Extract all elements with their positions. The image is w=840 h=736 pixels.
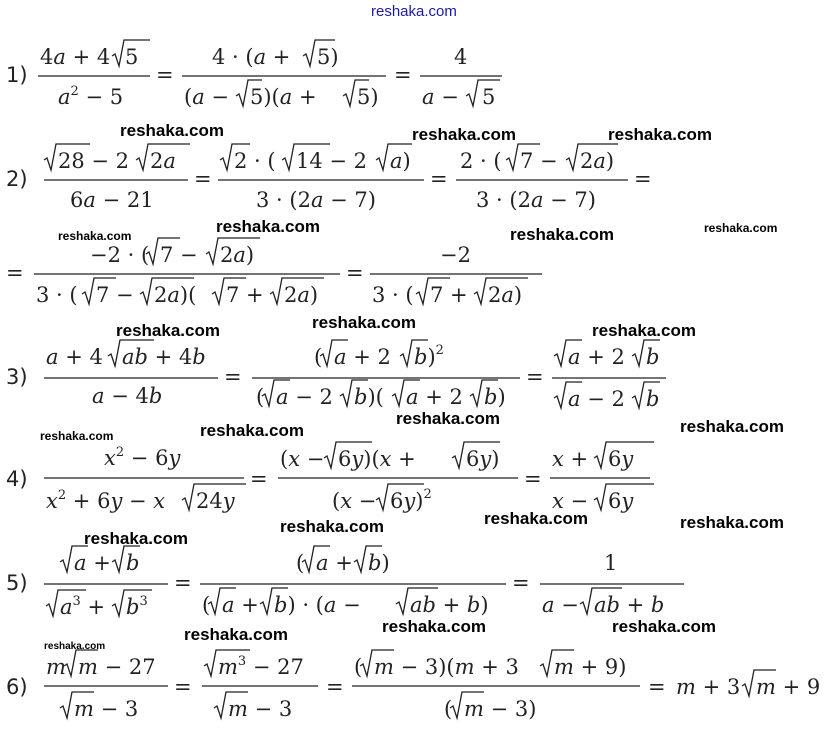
svg-text:=: = [194, 167, 212, 191]
svg-text:a + 2: a + 2 [568, 345, 625, 369]
watermark: reshaka.com [396, 409, 500, 428]
svg-text:=: = [174, 571, 192, 595]
problem-label: 4) [6, 467, 28, 491]
svg-text:2a)(: 2a)( [154, 283, 197, 307]
watermark: reshaka.com [120, 121, 224, 140]
svg-text:m + 3: m + 3 [676, 675, 741, 699]
svg-text:b)(: b)( [354, 385, 384, 409]
svg-text:=: = [346, 261, 364, 285]
svg-text:−2 · (: −2 · ( [90, 243, 150, 267]
svg-text:=: = [326, 675, 344, 699]
problem-label: 1) [6, 63, 28, 87]
svg-text:m − 3: m − 3 [74, 697, 139, 721]
svg-text:3 · (2a − 7): 3 · (2a − 7) [256, 188, 376, 212]
problem-5 [6, 546, 684, 619]
svg-text:x −: x − [552, 489, 589, 513]
svg-text:b) · (a −: b) · (a − [274, 593, 361, 617]
svg-text:2a): 2a) [488, 283, 523, 307]
svg-text:=: = [6, 261, 24, 285]
watermark: reshaka.com [116, 321, 220, 340]
svg-text:b: b [126, 551, 140, 575]
svg-text:m: m [46, 655, 66, 679]
watermark: reshaka.com [704, 221, 778, 235]
problem-label: 6) [6, 675, 28, 699]
svg-text:5): 5) [357, 85, 379, 109]
watermark: reshaka.com [280, 517, 384, 536]
watermark: reshaka.com [382, 617, 486, 636]
svg-text:a +: a + [316, 551, 353, 575]
svg-text:ab + b: ab + b [594, 593, 665, 617]
svg-text:a −: a − [422, 85, 459, 109]
svg-text:m − 3: m − 3 [228, 697, 293, 721]
watermark: reshaka.com [200, 421, 304, 440]
problem-label: 3) [6, 365, 28, 389]
svg-text:m − 3)(m + 3: m − 3)(m + 3 [374, 655, 519, 679]
svg-text:b): b) [484, 385, 506, 409]
svg-text:2 · (: 2 · ( [234, 149, 276, 173]
watermark: reshaka.com [612, 617, 716, 636]
watermark: reshaka.com [680, 417, 784, 436]
svg-text:a + 4: a + 4 [46, 345, 103, 369]
watermark: reshaka.com [510, 225, 614, 244]
problem-6 [6, 650, 820, 721]
svg-text:6a − 21: 6a − 21 [70, 188, 154, 212]
svg-text:a − 2: a − 2 [276, 385, 333, 409]
svg-text:1: 1 [604, 551, 618, 575]
svg-text:a −: a − [542, 593, 579, 617]
svg-text:7 −: 7 − [520, 149, 558, 173]
svg-text:(x −: (x − [280, 447, 325, 471]
watermark: reshaka.com [592, 321, 696, 340]
svg-text:4a + 4: 4a + 4 [40, 45, 111, 69]
svg-text:b): b) [368, 551, 390, 575]
svg-text:=: = [174, 675, 192, 699]
svg-text:28 − 2: 28 − 2 [58, 149, 130, 173]
svg-text:=: = [524, 467, 542, 491]
svg-text:(: ( [256, 385, 265, 409]
svg-text:(: ( [354, 655, 363, 679]
svg-text:(: ( [314, 345, 323, 369]
svg-text:(: ( [296, 551, 305, 575]
svg-text:5: 5 [125, 45, 139, 69]
svg-text:5: 5 [482, 85, 496, 109]
header-site-link[interactable]: reshaka.com [371, 3, 457, 20]
svg-text:2 · (: 2 · ( [460, 149, 502, 173]
watermark: reshaka.com [312, 313, 416, 332]
svg-text:a − 4b: a − 4b [92, 384, 163, 408]
svg-text:3 · (: 3 · ( [36, 283, 78, 307]
watermark: reshaka.com [680, 513, 784, 532]
svg-text:a + 2: a + 2 [406, 385, 463, 409]
svg-text:4: 4 [454, 45, 468, 69]
svg-text:b3: $b^3$ [126, 594, 148, 619]
svg-text:(a −: (a − [184, 85, 230, 109]
svg-text:m − 3): m − 3) [464, 697, 537, 721]
svg-text:6y): 6y) [466, 447, 500, 471]
watermark: reshaka.com [184, 625, 288, 644]
svg-text:=: = [250, 467, 268, 491]
svg-text:a2 − 5: $a^2 - 5$ [58, 84, 124, 109]
svg-text:2a): 2a) [220, 243, 255, 267]
svg-text:2a: 2a [150, 149, 176, 173]
svg-text:5): 5) [317, 45, 339, 69]
svg-text:3 · (2a − 7): 3 · (2a − 7) [476, 188, 596, 212]
watermark: reshaka.com [44, 641, 106, 652]
svg-text:b: b [646, 387, 660, 411]
svg-text:6y)(x +: 6y)(x + [338, 447, 416, 471]
svg-text:24y: 24y [196, 489, 235, 513]
problem-4 [6, 442, 654, 513]
svg-text:x +: x + [552, 447, 589, 471]
svg-text:−2: −2 [440, 243, 471, 267]
svg-text:=: = [526, 365, 544, 389]
svg-text:m3 − 27: $m^3 - 27$ [218, 654, 304, 679]
watermark: reshaka.com [40, 429, 114, 443]
problem-label: 2) [6, 167, 28, 191]
svg-text:a3 +: $a^3$ + [60, 594, 106, 619]
svg-text:b)2: b)$^2$ [414, 343, 444, 369]
svg-text:4 · (a +: 4 · (a + [212, 45, 291, 69]
svg-text:a + 2: a + 2 [334, 345, 391, 369]
svg-text:=: = [156, 63, 174, 87]
svg-text:ab + 4b: ab + 4b [122, 345, 206, 369]
watermark: reshaka.com [608, 125, 712, 144]
svg-text:a): a) [390, 149, 411, 173]
svg-text:m + 9): m + 9) [554, 655, 627, 679]
svg-text:a +: a + [222, 593, 259, 617]
svg-text:2a): 2a) [580, 149, 615, 173]
svg-text:m + 9: m + 9 [756, 675, 821, 699]
svg-text:m − 27: m − 27 [78, 655, 156, 679]
svg-text:6y)2: 6y)$^2$ [390, 487, 432, 513]
svg-text:(: ( [444, 697, 453, 721]
svg-text:(x −: (x − [332, 489, 377, 513]
problem-3 [6, 340, 666, 411]
problem-1 [6, 40, 502, 109]
problem-label: 5) [6, 571, 28, 595]
svg-text:=: = [648, 675, 666, 699]
svg-text:2a): 2a) [284, 283, 319, 307]
watermark: reshaka.com [84, 529, 188, 548]
svg-text:=: = [634, 167, 652, 191]
svg-text:x2 + 6y − x: $x^2 + 6y - x$ [46, 488, 166, 513]
svg-text:=: = [394, 63, 412, 87]
svg-text:b: b [646, 345, 660, 369]
watermark: reshaka.com [216, 217, 320, 236]
svg-text:(: ( [202, 593, 211, 617]
watermark: reshaka.com [412, 125, 516, 144]
svg-text:ab + b): ab + b) [410, 593, 489, 617]
svg-text:a − 2: a − 2 [568, 387, 625, 411]
svg-text:=: = [224, 365, 242, 389]
svg-text:6y: 6y [608, 447, 634, 471]
svg-text:3 · (: 3 · ( [372, 283, 414, 307]
svg-text:7 +: 7 + [226, 283, 264, 307]
svg-text:14 − 2: 14 − 2 [296, 149, 368, 173]
svg-text:x2 − 6y: $x^2 - 6y$ [104, 445, 181, 470]
svg-text:a +: a + [74, 551, 111, 575]
watermark: reshaka.com [484, 509, 588, 528]
svg-text:=: = [430, 167, 448, 191]
svg-text:7 +: 7 + [430, 283, 468, 307]
svg-text:6y: 6y [608, 489, 634, 513]
watermark: reshaka.com [58, 229, 132, 243]
svg-text:=: = [512, 571, 530, 595]
svg-text:7 −: 7 − [160, 243, 198, 267]
svg-text:7 −: 7 − [96, 283, 134, 307]
svg-text:5)(a +: 5)(a + [250, 85, 317, 109]
